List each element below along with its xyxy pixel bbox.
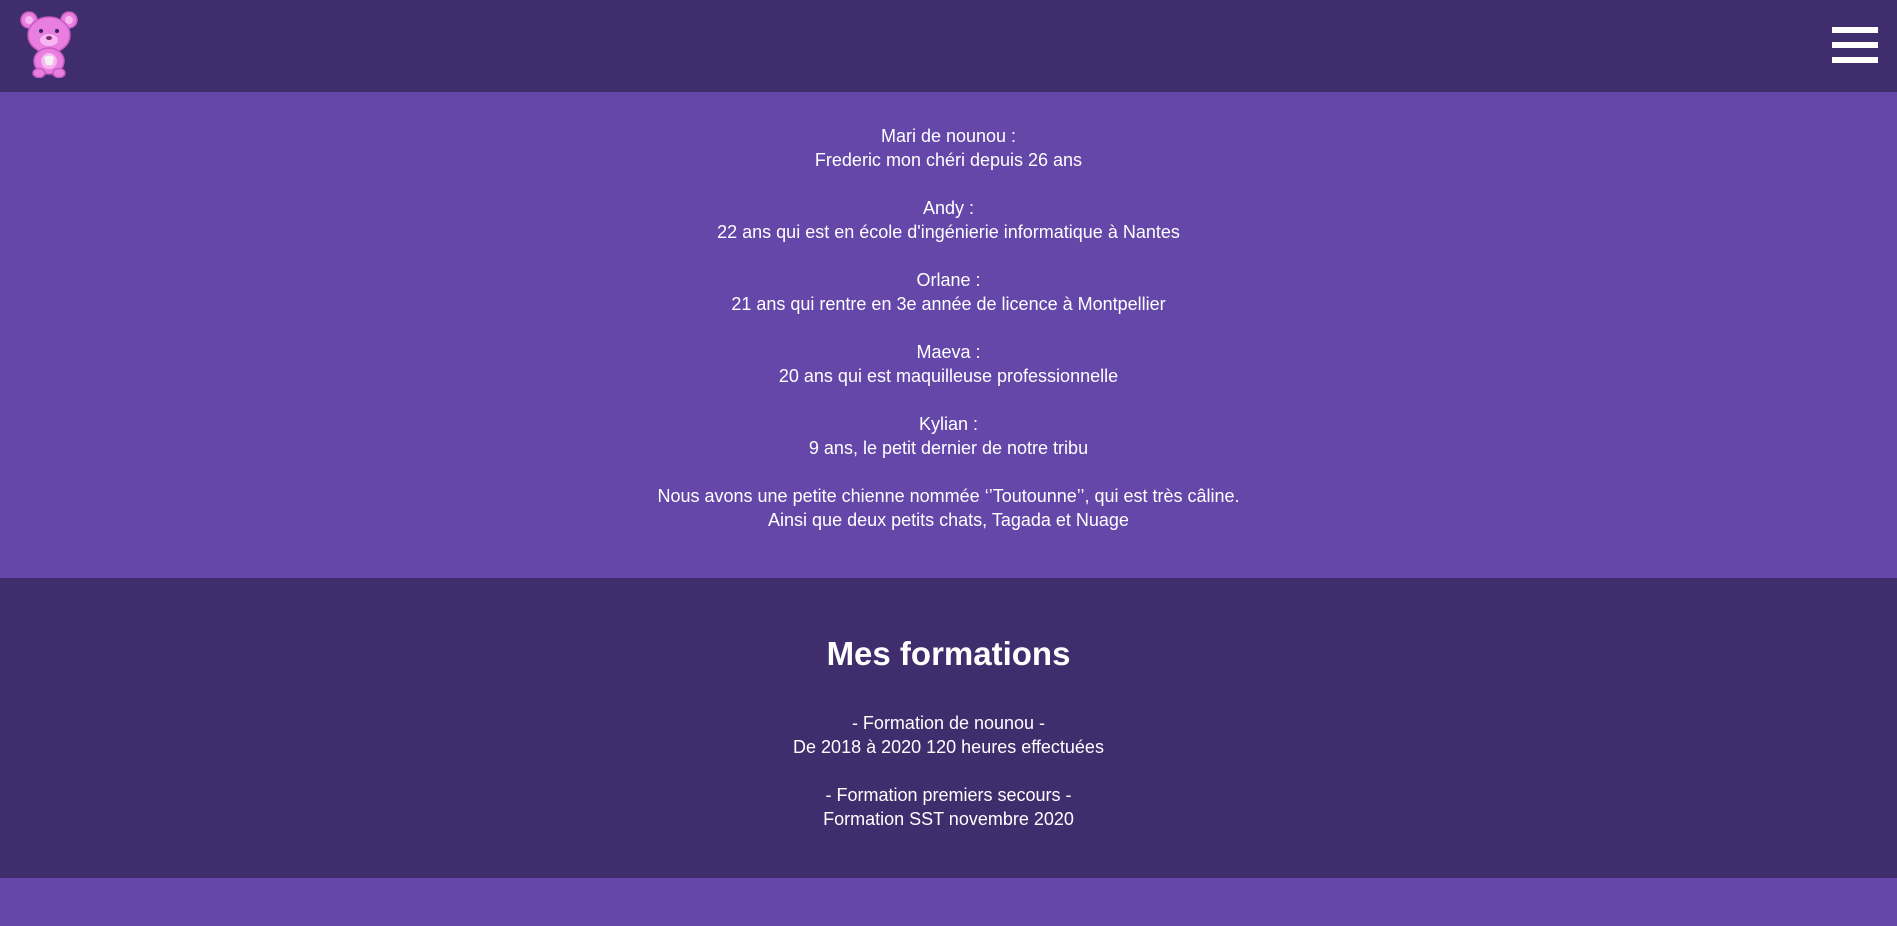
- family-entry-title: Andy :: [922, 198, 975, 218]
- family-section: [0, 92, 1897, 578]
- teddy-bear-icon: [20, 10, 78, 78]
- family-entry-title: Mari de nounou :: [880, 126, 1017, 146]
- pets-paragraph: [0, 484, 1897, 532]
- formation-item-nounou: [0, 711, 1897, 759]
- family-entry-title: Orlane :: [916, 270, 981, 290]
- family-entry-text: 22 ans qui est en école d'ingénierie informatique à Nantes: [717, 222, 1180, 242]
- formation-item-title: - Formation de nounou -: [851, 713, 1046, 733]
- menu-bar: [1832, 27, 1878, 33]
- pets-line-dog: Nous avons une petite chienne nommée ‘’Toutounne’’, qui est très câline.: [657, 486, 1240, 506]
- formation-item-text: Formation SST novembre 2020: [823, 809, 1074, 829]
- formations-section: [0, 578, 1897, 878]
- family-entry-orlane: [0, 268, 1897, 316]
- family-entry-maeva: [0, 340, 1897, 388]
- formation-item-title: - Formation premiers secours -: [825, 785, 1072, 805]
- site-header: [0, 0, 1897, 92]
- family-entry-title: Kylian :: [918, 414, 979, 434]
- family-entry-andy: [0, 196, 1897, 244]
- hamburger-menu-icon[interactable]: [1832, 24, 1878, 66]
- family-entry-text: Frederic mon chéri depuis 26 ans: [814, 150, 1083, 170]
- formation-item-secours: [0, 783, 1897, 831]
- family-entry-text: 9 ans, le petit dernier de notre tribu: [808, 438, 1089, 458]
- family-entry-husband: [0, 124, 1897, 172]
- next-section-band: [0, 878, 1897, 926]
- teddy-bear-logo-icon[interactable]: [20, 10, 78, 78]
- formation-item-text: De 2018 à 2020 120 heures effectuées: [793, 737, 1104, 757]
- formations-title: Mes formations: [826, 635, 1071, 672]
- family-entry-text: 20 ans qui est maquilleuse professionnelle: [778, 366, 1119, 386]
- family-entry-text: 21 ans qui rentre en 3e année de licence à Montpellier: [731, 294, 1166, 314]
- family-entry-title: Maeva :: [916, 342, 981, 362]
- family-entry-kylian: [0, 412, 1897, 460]
- menu-bar: [1832, 42, 1878, 48]
- pets-line-cats: Ainsi que deux petits chats, Tagada et Nuage: [768, 510, 1129, 530]
- menu-bar: [1832, 57, 1878, 63]
